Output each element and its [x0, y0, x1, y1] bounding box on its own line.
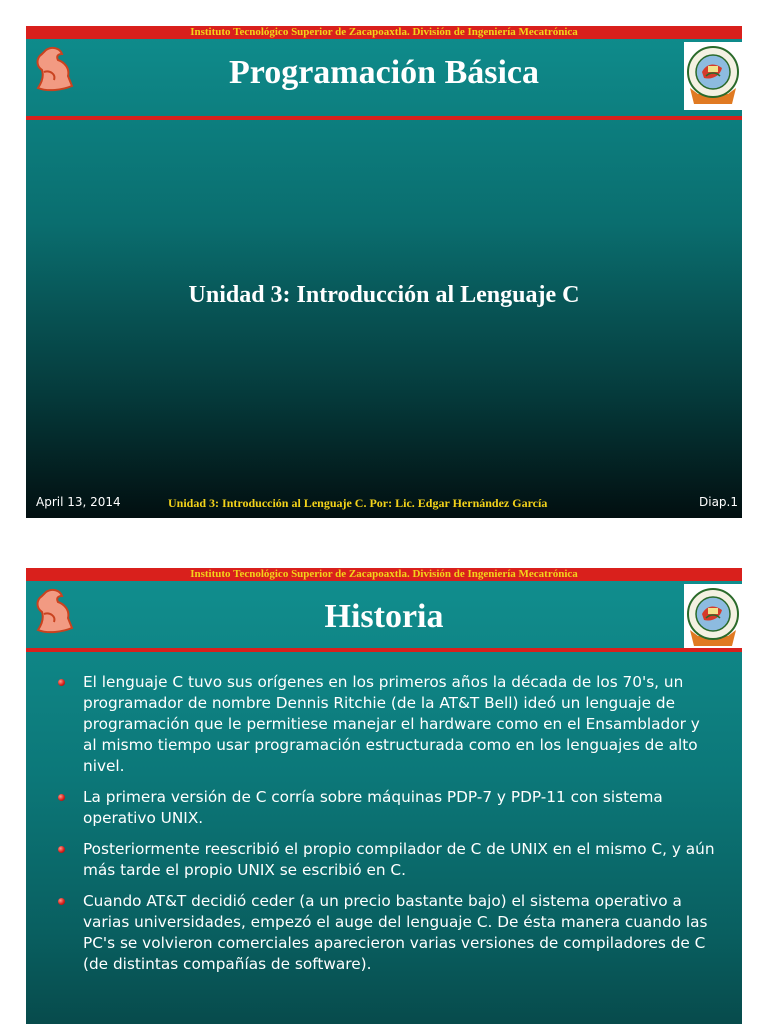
bullet-item	[56, 891, 716, 975]
slide-title: Programación Básica	[228, 54, 540, 91]
slide-title: Historia	[324, 598, 444, 635]
footer-date: April 13, 2014	[36, 495, 121, 509]
institution-seal-icon	[684, 584, 742, 652]
header-divider	[26, 648, 742, 652]
historia-slide	[26, 568, 742, 1024]
bullet-text: La primera versión de C corría sobre máquinas PDP-7 y PDP-11 con sistema operativo UNIX.	[83, 788, 663, 827]
institution-banner: Instituto Tecnológico Superior de Zacapoaxtla. División de Ingeniería Mecatrónica	[26, 26, 742, 39]
bullet-item	[56, 839, 716, 881]
institution-seal-icon	[684, 42, 742, 110]
slide-footer	[26, 492, 742, 514]
institution-banner: Instituto Tecnológico Superior de Zacapoaxtla. División de Ingeniería Mecatrónica	[26, 568, 742, 581]
bullet-dot-icon	[58, 794, 65, 801]
bullet-list	[56, 672, 716, 985]
footer-course-info: Unidad 3: Introducción al Lenguaje C. Por: Lic. Edgar Hernández García	[168, 496, 548, 510]
header-divider	[26, 116, 742, 120]
bullet-dot-icon	[58, 898, 65, 905]
slide-subtitle: Unidad 3: Introducción al Lenguaje C	[188, 282, 580, 308]
bullet-text: Cuando AT&T decidió ceder (a un precio bastante bajo) el sistema operativo a varias universidades, empezó el auge del lenguaje C. De ésta manera cuando las PC's se volvieron comerciales aparecieron varias versiones de compiladores de C (de distintas compañías de software).	[83, 892, 708, 973]
bullet-text: Posteriormente reescribió el propio compilador de C de UNIX en el mismo C, y aún más tarde el propio UNIX se escribió en C.	[83, 840, 715, 879]
bullet-item	[56, 787, 716, 829]
bullet-item	[56, 672, 716, 777]
bullet-dot-icon	[58, 846, 65, 853]
bullet-dot-icon	[58, 679, 65, 686]
footer-slide-number: Diap.1	[699, 495, 738, 509]
bullet-text: El lenguaje C tuvo sus orígenes en los primeros años la década de los 70's, un programador de nombre Dennis Ritchie (de la AT&T Bell) ideó un lenguaje de programación que le permitiese manejar el hardware como en el Ensamblador y al mismo tiempo usar programación estructurada como en los lenguajes de alto nivel.	[83, 673, 700, 775]
title-slide	[26, 26, 742, 518]
